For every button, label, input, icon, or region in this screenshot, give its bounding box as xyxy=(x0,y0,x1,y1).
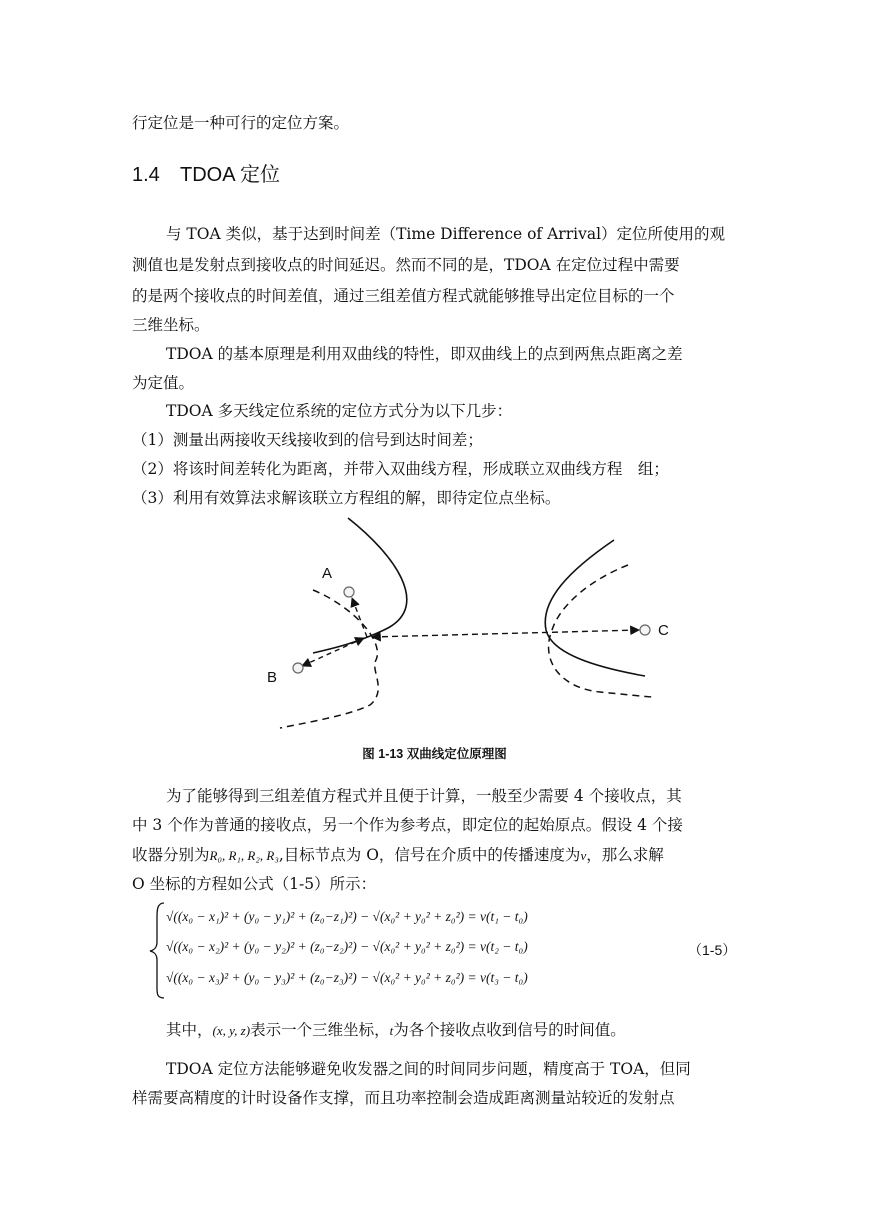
step-3: （3）利用有效算法求解该联立方程组的解，即待定位点坐标。 xyxy=(132,489,561,507)
time-symbol: t xyxy=(389,1023,394,1038)
coordinate-math: (x, y, z) xyxy=(212,1023,251,1038)
point-c xyxy=(640,625,650,635)
hyperbola-right-solid xyxy=(545,540,645,676)
text-line: 样需要高精度的计时设备作支撑，而且功率控制会造成距离测量站较近的发射点 xyxy=(132,1089,675,1107)
equation-row-2: √((x₀ − x₂)² + (y₀ − y₂)² + (z₀−z₂)²) − √(x₀² + y₀² + z₀²) = v(t₂ − t₀) xyxy=(166,939,528,954)
hyperbola-right-dashed xyxy=(549,565,652,697)
text-line: 三维坐标。 xyxy=(132,316,210,334)
label-a: A xyxy=(322,565,333,582)
equation-row-1: √((x₀ − x₁)² + (y₀ − y₁)² + (z₀−z₁)²) − √(x₀² + y₀² + z₀²) = v(t₁ − t₀) xyxy=(166,909,528,924)
section-title: TDOA 定位 xyxy=(180,164,281,186)
figure-caption: 图 1-13 双曲线定位原理图 xyxy=(362,747,507,761)
text-line: TDOA 的基本原理是利用双曲线的特性，即双曲线上的点到两焦点距离之差 xyxy=(166,345,683,363)
section-number: 1.4 xyxy=(132,164,160,186)
paragraph-continuation: 行定位是一种可行的定位方案。 xyxy=(132,114,350,132)
receivers-math: R₀, R₁, R₂, R₃ xyxy=(209,848,279,863)
text-fragment: 表示一个三维坐标， xyxy=(250,1021,390,1039)
text-line: 为定值。 xyxy=(132,374,195,392)
text-line xyxy=(132,840,740,871)
text-line: TDOA 定位方法能够避免收发器之间的时间同步问题，精度高于 TOA，但同 xyxy=(166,1060,691,1078)
velocity-symbol: v xyxy=(580,848,587,863)
text-fragment: 其中， xyxy=(166,1021,213,1039)
text-line: 测值也是发射点到接收点的时间延迟。然而不同的是，TDOA 在定位过程中需要 xyxy=(132,256,680,274)
label-b: B xyxy=(267,669,278,686)
step-2: （2）将该时间差转化为距离，并带入双曲线方程，形成联立双曲线方程 组； xyxy=(132,460,669,478)
text-line: O 坐标的方程如公式（1-5）所示： xyxy=(132,875,377,893)
point-b xyxy=(293,663,303,673)
text-fragment: ,目标节点为 O，信号在介质中的传播速度为 xyxy=(278,846,581,864)
text-line: 与 TOA 类似，基于达到时间差（Time Difference of Arrival）定位所使用的观 xyxy=(166,225,726,243)
equation-row-3: √((x₀ − x₃)² + (y₀ − y₃)² + (z₀−z₃)²) − √(x₀² + y₀² + z₀²) = v(t₃ − t₀) xyxy=(166,970,528,985)
step-1: （1）测量出两接收天线接收到的信号到达时间差； xyxy=(132,431,483,449)
hyperbola-left-dashed xyxy=(280,590,378,728)
text-fragment: 为各个接收点收到信号的时间值。 xyxy=(393,1021,626,1039)
paragraph-where xyxy=(166,1015,774,1046)
text-line: 中 3 个作为普通的接收点，另一个作为参考点，即定位的起始原点。假设 4 个接 xyxy=(132,816,683,834)
text-line: 的是两个接收点的时间差值，通过三组差值方程式就能够推导出定位目标的一个 xyxy=(132,287,675,305)
arrow-to-b xyxy=(302,638,364,666)
arrow-to-a xyxy=(352,598,367,637)
paragraph-steps-intro: TDOA 多天线定位系统的定位方式分为以下几步： xyxy=(166,402,513,420)
text-fragment: ，那么求解 xyxy=(586,846,664,864)
equation-number: （1-5） xyxy=(688,942,737,958)
hyperbola-left-solid xyxy=(313,518,407,653)
text-fragment: 收器分别为 xyxy=(132,846,210,864)
arrow-to-c xyxy=(372,630,639,637)
text-line: 为了能够得到三组差值方程式并且便于计算，一般至少需要 4 个接收点，其 xyxy=(166,787,682,805)
label-c: C xyxy=(658,622,669,639)
point-a xyxy=(344,587,354,597)
